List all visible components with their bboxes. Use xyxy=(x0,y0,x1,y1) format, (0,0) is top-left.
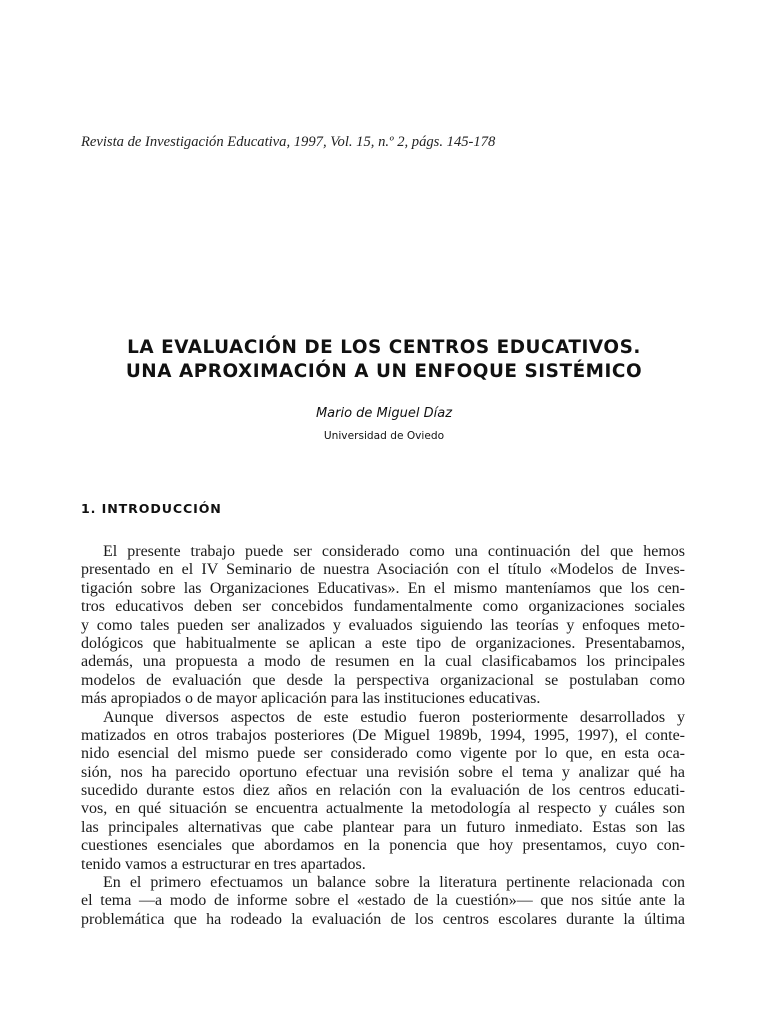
body-line: tenido vamos a estructurar en tres apartados. xyxy=(81,855,366,873)
body-line: nido esencial del mismo puede ser considerado como vigente por lo que, en esta oca- xyxy=(81,745,685,763)
body-line: dológicos que habitualmente se aplican a este tipo de organizaciones. Presentabamos, xyxy=(81,634,685,652)
article-title xyxy=(0,336,768,384)
body-line: En el primero efectuamos un balance sobre la literatura pertinente relacionada con xyxy=(103,874,685,892)
body-text xyxy=(81,543,685,929)
body-line: sucedido durante estos diez años en relación con la evaluación de los centros educati- xyxy=(81,782,685,800)
body-line: Aunque diversos aspectos de este estudio fueron posteriormente desarrollados y xyxy=(103,708,685,726)
body-line: el tema —a modo de informe sobre el «estado de la cuestión»— que nos sitúe ante la xyxy=(81,892,685,910)
body-line: sión, nos ha parecido oportuno efectuar una revisión sobre el tema y analizar qué ha xyxy=(81,763,685,781)
body-line: El presente trabajo puede ser considerado como una continuación del que hemos xyxy=(103,543,685,560)
body-line: vos, en qué situación se encuentra actualmente la metodología al respecto y cuáles son xyxy=(81,800,685,818)
body-line: presentado en el IV Seminario de nuestra Asociación con el título «Modelos de Inves- xyxy=(81,561,685,579)
title-line-1: LA EVALUACIÓN DE LOS CENTROS EDUCATIVOS. xyxy=(127,337,641,358)
section-heading: 1. INTRODUCCIÓN xyxy=(81,501,222,516)
title-line-2: UNA APROXIMACIÓN A UN ENFOQUE SISTÉMICO xyxy=(125,361,643,382)
body-line: tros educativos deben ser concebidos fundamentalmente como organizaciones sociales xyxy=(81,598,685,616)
body-line: matizados en otros trabajos posteriores (De Miguel 1989b, 1994, 1995, 1997), el conte- xyxy=(81,726,685,744)
author-affiliation: Universidad de Oviedo xyxy=(323,430,445,442)
body-line: y como tales pueden ser analizados y evaluados siguiendo las teorías y enfoques meto- xyxy=(81,616,685,634)
body-line: problemática que ha rodeado la evaluación de los centros escolares durante la última xyxy=(81,910,685,928)
author-name: Mario de Miguel Díaz xyxy=(315,406,453,421)
journal-reference: Revista de Investigación Educativa, 1997, Vol. 15, n.º 2, págs. 145-178 xyxy=(81,134,496,150)
body-line: cuestiones esenciales que abordamos en la ponencia que hoy presentamos, cuyo con- xyxy=(81,837,685,855)
body-line: las principales alternativas que cabe plantear para un futuro inmediato. Estas son las xyxy=(81,818,685,836)
body-line: más apropiados o de mayor aplicación para las instituciones educativas. xyxy=(81,690,541,708)
body-line: tigación sobre las Organizaciones Educativas». En el mismo manteníamos que los cen- xyxy=(81,579,685,597)
body-line: modelos de evaluación que desde la perspectiva organizacional se postulaban como xyxy=(81,671,685,689)
body-line: además, una propuesta a modo de resumen en la cual clasificabamos los principales xyxy=(81,653,685,671)
